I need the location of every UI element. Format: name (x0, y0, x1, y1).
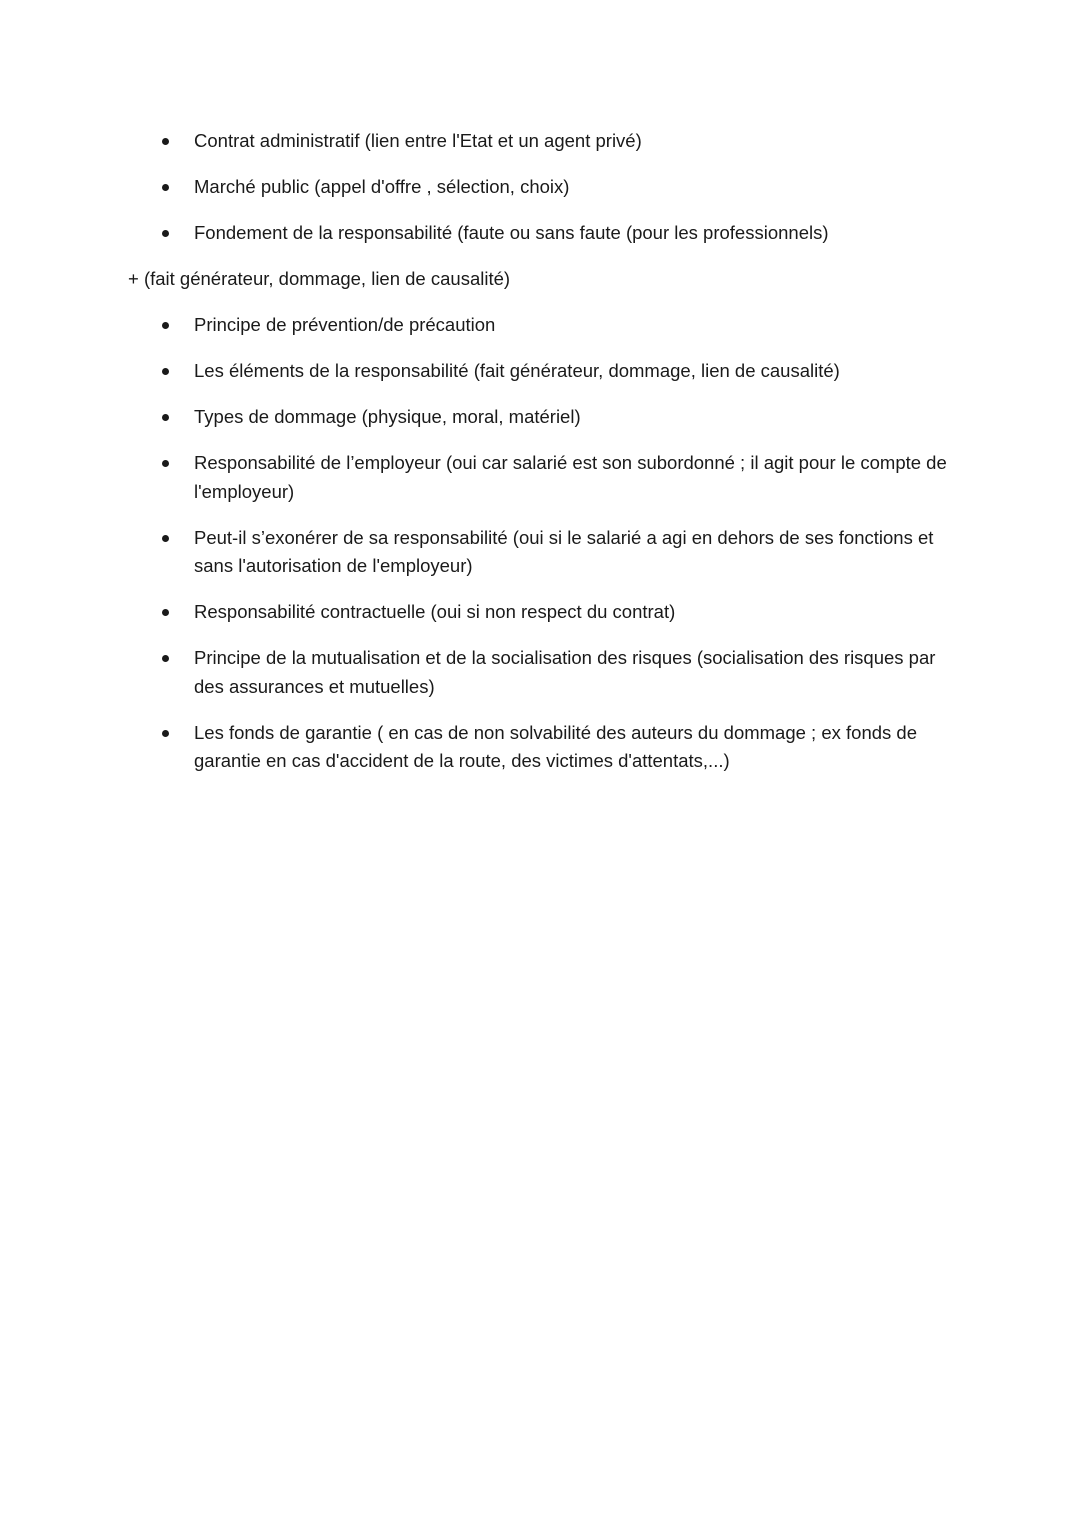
bullet-icon (162, 138, 169, 145)
list-item-text: Marché public (appel d'offre , sélection, choix) (194, 176, 570, 197)
bullet-icon (162, 460, 169, 467)
bullet-list-bottom (0, 311, 1080, 793)
list-item-text: Peut-il s’exonérer de sa responsabilité (oui si le salarié a agi en dehors de ses fonctions et sans l'autorisation de l'employeur) (194, 526, 934, 576)
list-item-text: Principe de prévention/de précaution (194, 314, 496, 335)
list-item-text: Responsabilité de l’employeur (oui car salarié est son subordonné ; il agit pour le compte de l'employeur) (194, 452, 947, 502)
list-item-text: Responsabilité contractuelle (oui si non respect du contrat) (194, 601, 676, 622)
list-item-text: Contrat administratif (lien entre l'Etat et un agent privé) (194, 130, 642, 151)
bullet-icon (162, 535, 169, 542)
list-item (0, 357, 1080, 386)
list-item (0, 311, 1080, 340)
list-item (0, 449, 1080, 506)
list-item-text: Types de dommage (physique, moral, matériel) (194, 406, 581, 427)
bullet-list-top (0, 127, 1080, 265)
list-item (0, 644, 1080, 701)
list-item (0, 598, 1080, 627)
list-item-text: Fondement de la responsabilité (faute ou sans faute (pour les professionnels) (194, 222, 829, 243)
list-item (0, 719, 1080, 776)
bullet-icon (162, 414, 169, 421)
bullet-icon (162, 184, 169, 191)
list-item (0, 403, 1080, 432)
bullet-icon (162, 322, 169, 329)
list-item (0, 524, 1080, 581)
bullet-icon (162, 609, 169, 616)
list-item-text: Les éléments de la responsabilité (fait générateur, dommage, lien de causalité) (194, 360, 840, 381)
plus-note-line: + (fait générateur, dommage, lien de causalité) (128, 268, 511, 289)
list-item-text: Principe de la mutualisation et de la socialisation des risques (socialisation des risques par des assurances et mutuelles) (194, 647, 936, 697)
list-item (0, 173, 1080, 202)
list-item (0, 219, 1080, 248)
bullet-icon (162, 730, 169, 737)
bullet-icon (162, 230, 169, 237)
list-item-text: Les fonds de garantie ( en cas de non solvabilité des auteurs du dommage ; ex fonds de garantie en cas d'accident de la route, des victimes d'attentats,...) (194, 721, 917, 771)
list-item (0, 127, 1080, 156)
bullet-icon (162, 368, 169, 375)
bullet-icon (162, 655, 169, 662)
